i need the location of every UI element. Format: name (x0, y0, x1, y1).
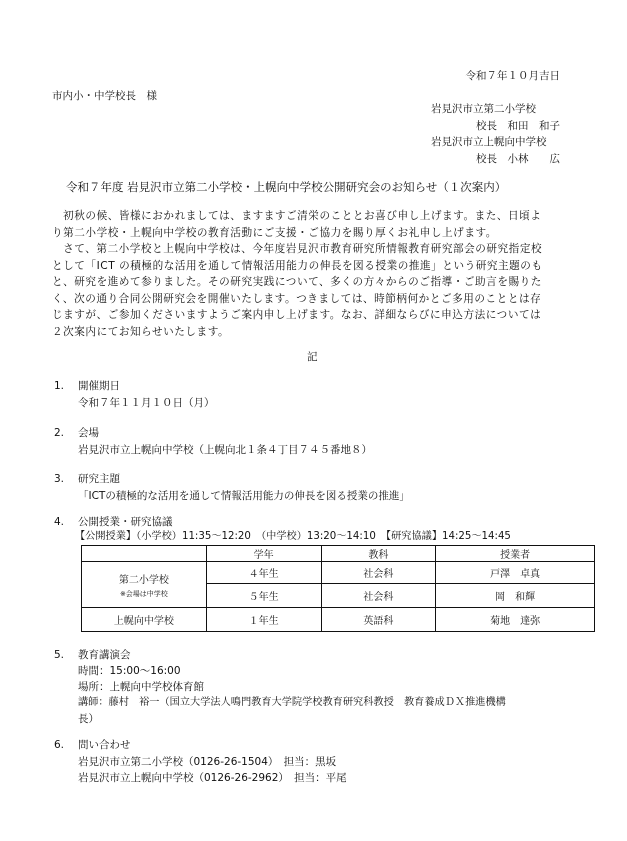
contact-junior-high: 岩見沢市立上幌向中学校（0126-26-2962） 担当：平尾 (78, 772, 347, 784)
section-2-number: 2. (54, 427, 65, 439)
ki-marker: 記 (307, 351, 318, 363)
school-name: 第二小学校 (118, 574, 169, 586)
issue-date: 令和７年１０月吉日 (465, 70, 560, 82)
body-line: さて、第二小学校と上幌向中学校は、今年度岩見沢市教育研究所情報教育研究部会の研究指定校 (52, 243, 543, 255)
section-1-number: 1. (54, 380, 65, 392)
lecture-speaker-cont: 長） (78, 713, 99, 725)
lesson-schedule: 【公開授業】（小学校）11:35～12:20 （中学校）13:20～14:10 【研究協議】14:25～14:45 (75, 531, 511, 542)
school-cell-elementary (82, 562, 207, 608)
body-line: り第二小学校・上幌向中学校の教育活動にご支援・ご協力を賜り厚くお礼申し上げます。 (52, 226, 497, 239)
sender-school-2: 岩見沢市立上幌向中学校 (431, 136, 547, 148)
table-header-cell: 教科 (321, 546, 436, 562)
lecture-place: 場所：上幌向中学校体育館 (78, 681, 204, 693)
teacher-cell: 岡 和輝 (436, 584, 595, 608)
sender-school-1: 岩見沢市立第二小学校 (431, 103, 536, 115)
grade-cell: ５年生 (206, 584, 321, 608)
contact-elementary: 岩見沢市立第二小学校（0126-26-1504） 担当：黒坂 (78, 756, 337, 768)
lessons-table (81, 545, 595, 632)
section-4-heading: 公開授業・研究協議 (78, 516, 173, 528)
school-cell-junior-high: 上幌向中学校 (82, 608, 207, 632)
subject-cell: 英語科 (321, 608, 436, 632)
event-date: 令和７年１１月１０日（月） (78, 397, 215, 409)
section-6-number: 6. (54, 739, 65, 751)
addressee: 市内小・中学校長 様 (52, 90, 157, 102)
document-title: 令和７年度 岩見沢市立第二小学校・上幌向中学校公開研究会のお知らせ（１次案内） (66, 180, 507, 194)
table-row (82, 562, 595, 584)
body-line: ２次案内にてお知らせいたします。 (52, 325, 230, 338)
section-1-heading: 開催期日 (78, 380, 120, 392)
body-line: として「ICT の積極的な活用を通して情報活用能力の伸長を図る授業の推進」という研究主題のも (52, 259, 543, 272)
lecture-time: 時間：15:00～16:00 (78, 665, 181, 677)
table-header-row (82, 546, 595, 562)
subject-cell: 社会科 (321, 584, 436, 608)
subject-cell: 社会科 (321, 562, 436, 584)
table-header-cell: 学年 (206, 546, 321, 562)
body-line: じますが、ご参加くださいますようご案内申し上げます。なお、詳細ならびに申込方法については (52, 309, 542, 321)
section-5-number: 5. (54, 649, 65, 661)
body-line: 初秋の候、皆様におかれましては、ますますご清栄のこととお喜び申し上げます。また、日頃よ (52, 210, 542, 222)
venue: 岩見沢市立上幌向中学校（上幌向北１条４丁目７４５番地８） (78, 444, 372, 456)
body-paragraph (52, 208, 582, 340)
sender-principal-2: 校長 小林 広 (476, 153, 560, 165)
section-3-number: 3. (54, 473, 65, 485)
grade-cell: ４年生 (206, 562, 321, 584)
section-4-number: 4. (54, 516, 65, 528)
teacher-cell: 菊地 達弥 (436, 608, 595, 632)
lecture-speaker: 講師：藤村 裕一（国立大学法人鳴門教育大学院学校教育研究科教授 教育養成ＤＸ推進機構 (78, 697, 506, 708)
research-theme: 「ICTの積極的な活用を通して情報活用能力の伸長を図る授業の推進」 (78, 490, 410, 502)
section-5-heading: 教育講演会 (78, 649, 131, 661)
sender-principal-1: 校長 和田 和子 (476, 120, 560, 132)
section-3-heading: 研究主題 (78, 473, 120, 485)
table-header-cell (82, 546, 207, 562)
section-2-heading: 会場 (78, 427, 99, 439)
table-header-cell: 授業者 (436, 546, 595, 562)
body-line: と、研究を進めて参りました。その研究実践について、多くの方々からのご指導・ご助言を賜りた (52, 276, 542, 288)
teacher-cell: 戸澤 卓真 (436, 562, 595, 584)
grade-cell: １年生 (206, 608, 321, 632)
venue-note: ※会場は中学校 (119, 589, 168, 598)
body-line: く、次の通り合同公開研究会を開催いたします。つきましては、時節柄何かとご多用のこととは存 (52, 292, 542, 305)
table-row (82, 608, 595, 632)
section-6-heading: 問い合わせ (78, 739, 131, 751)
